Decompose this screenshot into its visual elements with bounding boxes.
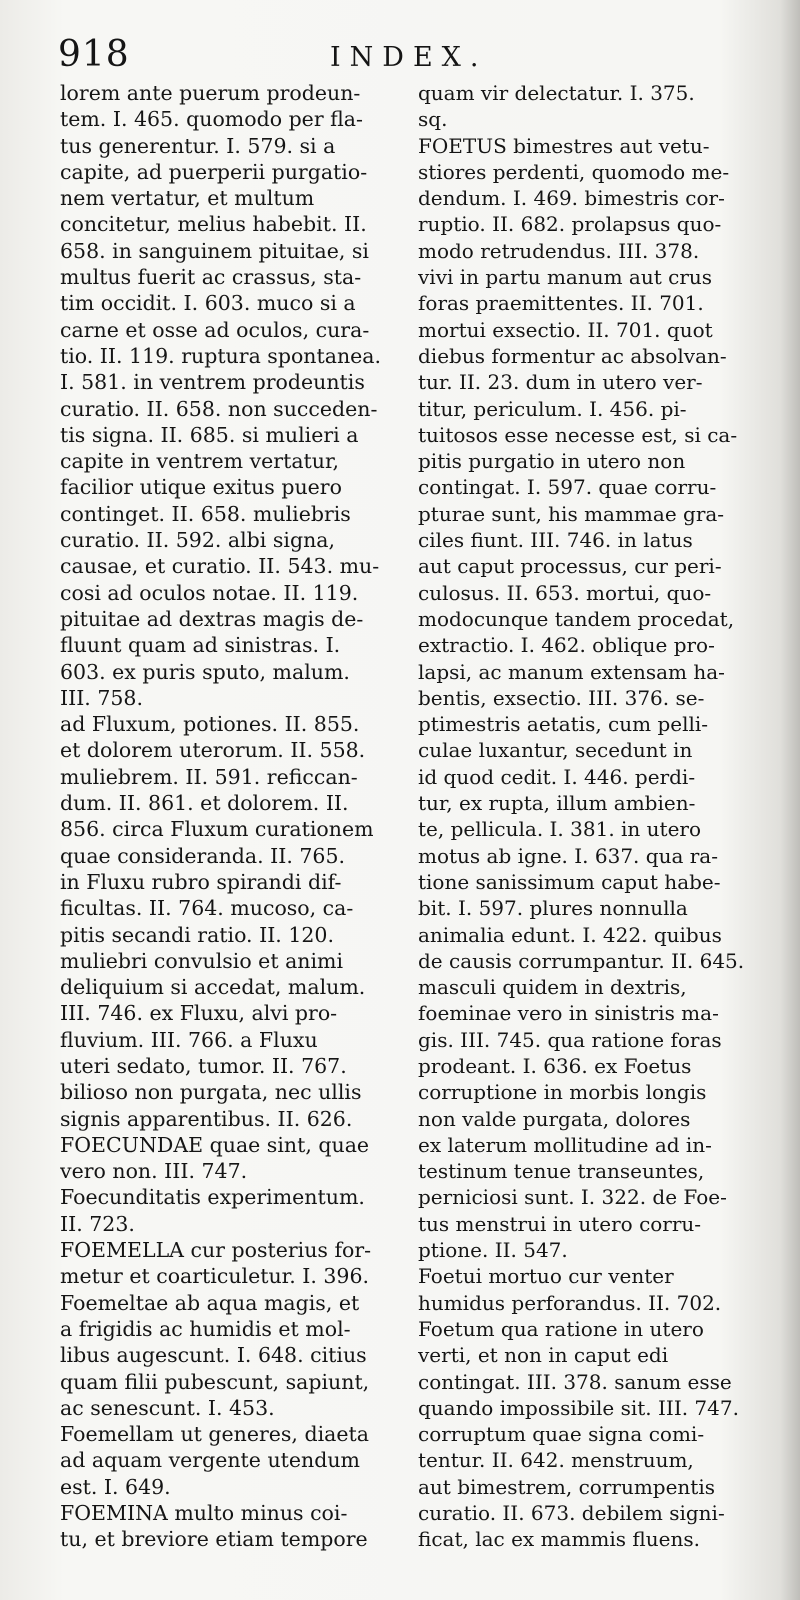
index-line: ficultas. II. 764. mucoso, ca- bbox=[60, 896, 354, 921]
index-line: tentur. II. 642. menstruum, bbox=[418, 1448, 694, 1473]
index-line: gis. III. 745. qua ratione foras bbox=[418, 1027, 722, 1052]
index-line: foeminae vero in sinistris ma- bbox=[418, 1001, 719, 1026]
index-line: testinum tenue transeuntes, bbox=[418, 1159, 705, 1184]
index-line: pitis secandi ratio. II. 120. bbox=[60, 922, 334, 947]
index-line: dendum. I. 469. bimestris cor- bbox=[418, 186, 725, 211]
index-line: aut bimestrem, corrumpentis bbox=[418, 1474, 716, 1499]
index-line: perniciosi sunt. I. 322. de Foe- bbox=[418, 1185, 727, 1210]
index-line: metur et coarticuletur. I. 396. bbox=[60, 1264, 370, 1289]
index-line: tus generentur. I. 579. si a bbox=[60, 133, 336, 158]
index-line: 603. ex puris sputo, malum. bbox=[60, 659, 350, 684]
page-header bbox=[0, 20, 800, 75]
index-line: tus menstrui in utero corru- bbox=[418, 1211, 702, 1236]
index-line: FOEMINA multo minus coi- bbox=[60, 1501, 348, 1526]
index-line: pituitae ad dextras magis de- bbox=[60, 606, 364, 631]
running-head: INDEX. bbox=[330, 42, 488, 73]
index-line: curatio. II. 592. albi signa, bbox=[60, 528, 336, 553]
index-line: libus augescunt. I. 648. citius bbox=[60, 1343, 367, 1368]
index-line: modocunque tandem procedat, bbox=[418, 606, 735, 631]
index-line: 856. circa Fluxum curationem bbox=[60, 817, 374, 842]
index-line: sq. bbox=[418, 107, 448, 132]
index-line: non valde purgata, dolores bbox=[418, 1106, 691, 1131]
index-line: fluunt quam ad sinistras. I. bbox=[60, 633, 341, 658]
right-column bbox=[418, 80, 776, 1590]
index-line: tione sanissimum caput habe- bbox=[418, 869, 721, 894]
index-line: aut caput processus, cur peri- bbox=[418, 554, 722, 579]
index-line: quam filii pubescunt, sapiunt, bbox=[60, 1369, 370, 1394]
index-line: culae luxantur, secedunt in bbox=[418, 738, 693, 763]
index-line: FOECUNDAE quae sint, quae bbox=[60, 1132, 370, 1157]
index-line: fluvium. III. 766. a Fluxu bbox=[60, 1027, 318, 1052]
index-line: ac senescunt. I. 453. bbox=[60, 1395, 275, 1420]
index-line: Foetui mortuo cur venter bbox=[418, 1264, 674, 1289]
index-line: diebus formentur ac absolvan- bbox=[418, 343, 727, 368]
index-line: corruptum quae signa comi- bbox=[418, 1422, 705, 1447]
index-line: lapsi, ac manum extensam ha- bbox=[418, 659, 725, 684]
left-column bbox=[60, 80, 408, 1590]
index-line: multus fuerit ac crassus, sta- bbox=[60, 265, 362, 290]
index-line: pturae sunt, his mammae gra- bbox=[418, 501, 725, 526]
index-line: id quod cedit. I. 446. perdi- bbox=[418, 764, 696, 789]
index-line: deliquium si accedat, malum. bbox=[60, 975, 366, 1000]
index-line: Foecunditatis experimentum. bbox=[60, 1185, 365, 1210]
index-line: ficat, lac ex mammis fluens. bbox=[418, 1527, 700, 1552]
index-line: III. 746. ex Fluxu, alvi pro- bbox=[60, 1001, 338, 1026]
index-line: causae, et curatio. II. 543. mu- bbox=[60, 554, 380, 579]
index-line: III. 758. bbox=[60, 685, 143, 710]
index-line: tu, et breviore etiam tempore bbox=[60, 1527, 368, 1552]
index-line: ptione. II. 547. bbox=[418, 1238, 568, 1263]
index-line: FOETUS bimestres aut vetu- bbox=[418, 133, 710, 158]
index-line: continget. II. 658. muliebris bbox=[60, 501, 351, 526]
index-line: ad Fluxum, potiones. II. 855. bbox=[60, 712, 360, 737]
index-line: ex laterum mollitudine ad in- bbox=[418, 1132, 712, 1157]
index-line: capite in ventrem vertatur, bbox=[60, 449, 340, 474]
index-line: animalia edunt. I. 422. quibus bbox=[418, 922, 722, 947]
index-line: Foetum qua ratione in utero bbox=[418, 1316, 704, 1341]
index-line: quando impossibile sit. III. 747. bbox=[418, 1395, 739, 1420]
index-line: corruptione in morbis longis bbox=[418, 1080, 707, 1105]
index-line: tem. I. 465. quomodo per fla- bbox=[60, 107, 363, 132]
index-line: ruptio. II. 682. prolapsus quo- bbox=[418, 212, 722, 237]
index-line: ad aquam vergente utendum bbox=[60, 1448, 360, 1473]
index-line: contingat. III. 378. sanum esse bbox=[418, 1369, 732, 1394]
index-line: pitis purgatio in utero non bbox=[418, 449, 686, 474]
index-columns bbox=[60, 80, 776, 1590]
index-line: capite, ad puerperii purgatio- bbox=[60, 159, 368, 184]
index-line: contingat. I. 597. quae corru- bbox=[418, 475, 717, 500]
index-line: tim occidit. I. 603. muco si a bbox=[60, 291, 356, 316]
index-line: motus ab igne. I. 637. qua ra- bbox=[418, 843, 718, 868]
index-line: tur. II. 23. dum in utero ver- bbox=[418, 370, 703, 395]
index-line: 658. in sanguinem pituitae, si bbox=[60, 238, 369, 263]
index-line: vivi in partu manum aut crus bbox=[418, 265, 713, 290]
index-line: et dolorem uterorum. II. 558. bbox=[60, 738, 366, 763]
index-line: te, pellicula. I. 381. in utero bbox=[418, 817, 702, 842]
index-line: est. I. 649. bbox=[60, 1474, 171, 1499]
index-line: quae consideranda. II. 765. bbox=[60, 843, 346, 868]
index-line: muliebri convulsio et animi bbox=[60, 948, 344, 973]
page-number: 918 bbox=[58, 34, 130, 75]
index-line: concitetur, melius habebit. II. bbox=[60, 212, 367, 237]
index-line: Foemeltae ab aqua magis, et bbox=[60, 1290, 360, 1315]
index-line: ptimestris aetatis, cum pelli- bbox=[418, 712, 709, 737]
index-line: II. 723. bbox=[60, 1211, 135, 1236]
index-line: Foemellam ut generes, diaeta bbox=[60, 1422, 369, 1447]
index-line: uteri sedato, tumor. II. 767. bbox=[60, 1053, 347, 1078]
index-line: muliebrem. II. 591. reficcan- bbox=[60, 764, 358, 789]
index-line: tio. II. 119. ruptura spontanea. bbox=[60, 343, 382, 368]
index-line: bit. I. 597. plures nonnulla bbox=[418, 896, 688, 921]
index-line: bentis, exsectio. III. 376. se- bbox=[418, 685, 705, 710]
index-line: prodeant. I. 636. ex Foetus bbox=[418, 1053, 692, 1078]
index-line: mortui exsectio. II. 701. quot bbox=[418, 317, 713, 342]
index-line: lorem ante puerum prodeun- bbox=[60, 81, 361, 105]
index-line: extractio. I. 462. oblique pro- bbox=[418, 633, 715, 658]
index-line: nem vertatur, et multum bbox=[60, 186, 315, 211]
index-line: de causis corrumpantur. II. 645. bbox=[418, 948, 745, 973]
index-line: ciles fiunt. III. 746. in latus bbox=[418, 528, 693, 553]
index-line: bilioso non purgata, nec ullis bbox=[60, 1080, 362, 1105]
index-line: in Fluxu rubro spirandi dif- bbox=[60, 869, 342, 894]
index-line: FOEMELLA cur posterius for- bbox=[60, 1238, 372, 1263]
index-line: masculi quidem in dextris, bbox=[418, 975, 687, 1000]
index-line: carne et osse ad oculos, cura- bbox=[60, 317, 370, 342]
index-line: humidus perforandus. II. 702. bbox=[418, 1290, 722, 1315]
index-line: dum. II. 861. et dolorem. II. bbox=[60, 791, 349, 816]
index-line: tuitosos esse necesse est, si ca- bbox=[418, 422, 738, 447]
index-line: stiores perdenti, quomodo me- bbox=[418, 159, 730, 184]
page-edge-shadow bbox=[780, 0, 800, 1600]
index-line: titur, periculum. I. 456. pi- bbox=[418, 396, 687, 421]
index-line: tis signa. II. 685. si mulieri a bbox=[60, 422, 359, 447]
index-line: facilior utique exitus puero bbox=[60, 475, 342, 500]
index-line: verti, et non in caput edi bbox=[418, 1343, 669, 1368]
index-line: curatio. II. 658. non succeden- bbox=[60, 396, 378, 421]
index-line: I. 581. in ventrem prodeuntis bbox=[60, 370, 365, 395]
index-line: signis apparentibus. II. 626. bbox=[60, 1106, 353, 1131]
index-line: curatio. II. 673. debilem signi- bbox=[418, 1501, 725, 1526]
index-line: a frigidis ac humidis et mol- bbox=[60, 1316, 351, 1341]
index-line: cosi ad oculos notae. II. 119. bbox=[60, 580, 359, 605]
index-line: modo retrudendus. III. 378. bbox=[418, 238, 700, 263]
index-line: culosus. II. 653. mortui, quo- bbox=[418, 580, 712, 605]
index-line: quam vir delectatur. I. 375. bbox=[418, 81, 695, 105]
index-line: tur, ex rupta, illum ambien- bbox=[418, 791, 696, 816]
index-line: foras praemittentes. II. 701. bbox=[418, 291, 704, 316]
index-line: vero non. III. 747. bbox=[60, 1159, 248, 1184]
